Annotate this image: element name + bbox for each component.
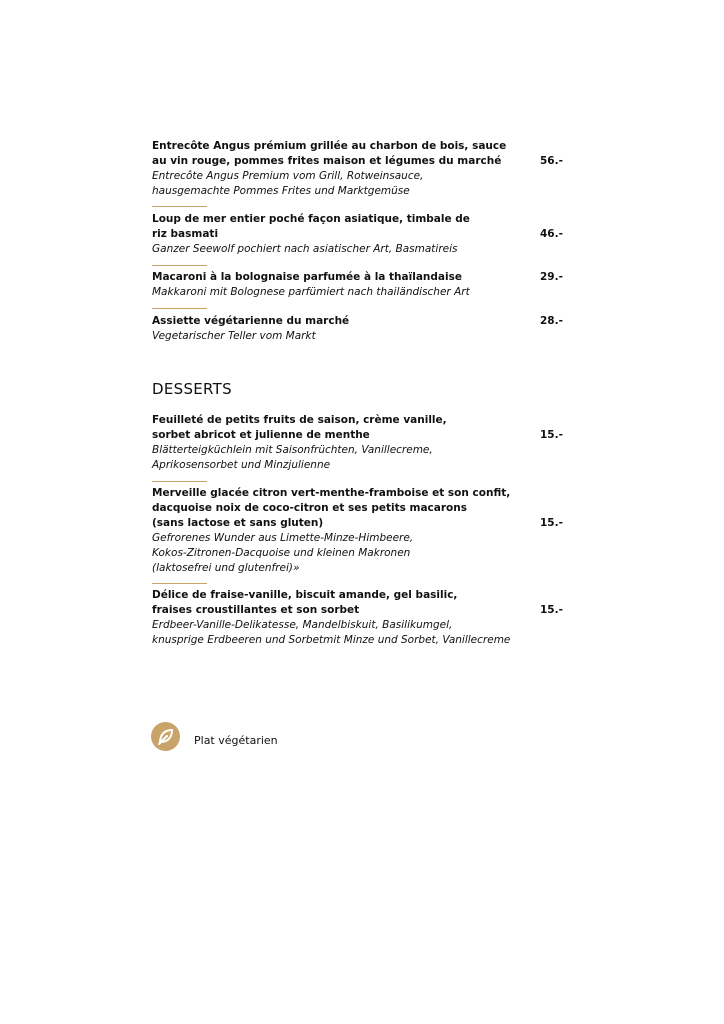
dish-price: 15.-	[540, 517, 563, 529]
divider	[152, 206, 207, 207]
dish-price: 28.-	[540, 315, 563, 327]
menu-item-macaroni	[152, 270, 572, 300]
dish-name-fr: Feuilleté de petits fruits de saison, crème vanille, sorbet abricot et julienne de menthe	[152, 414, 447, 441]
dish-name-de: Vegetarischer Teller vom Markt	[152, 330, 316, 342]
dish-name-fr: Loup de mer entier poché façon asiatique, timbale de riz basmati	[152, 213, 470, 240]
menu-item-merveille-glacee	[152, 486, 572, 576]
divider	[152, 265, 207, 266]
menu-item-delice-fraise-vanille	[152, 588, 572, 648]
dish-name-de: Gefrorenes Wunder aus Limette-Minze-Himbeere, Kokos-Zitronen-Dacquoise und kleinen Makronen (laktosefrei und glutenfrei)»	[152, 532, 414, 574]
dish-name-fr: Merveille glacée citron vert-menthe-framboise et son confit, dacquoise noix de coco-citron et ses petits macarons (sans lactose et sans gluten)	[152, 487, 511, 529]
dish-price: 29.-	[540, 271, 563, 283]
dish-price: 46.-	[540, 228, 563, 240]
dish-name-fr: Assiette végétarienne du marché	[152, 315, 350, 327]
divider	[152, 583, 207, 584]
leaf-icon	[151, 722, 180, 751]
dish-name-de: Ganzer Seewolf pochiert nach asiatischer Art, Basmatireis	[152, 243, 458, 255]
dish-name-de: Erdbeer-Vanille-Delikatesse, Mandelbiskuit, Basilikumgel, knusprige Erdbeeren und Sorbetmit Minze und Sorbet, Vanillecreme	[152, 619, 511, 646]
dish-name-fr: Entrecôte Angus prémium grillée au charbon de bois, sauce au vin rouge, pommes frites maison et légumes du marché	[152, 140, 507, 167]
menu-item-loup-de-mer	[152, 212, 572, 257]
divider	[152, 481, 207, 482]
dish-price: 56.-	[540, 155, 563, 167]
dish-price: 15.-	[540, 429, 563, 441]
menu-item-entrecote	[152, 139, 572, 199]
divider	[152, 308, 207, 309]
dish-name-de: Blätterteigküchlein mit Saisonfrüchten, Vanillecreme, Aprikosensorbet und Minzjulienne	[152, 444, 433, 471]
dish-price: 15.-	[540, 604, 563, 616]
dish-name-de: Entrecôte Angus Premium vom Grill, Rotweinsauce, hausgemachte Pommes Frites und Marktgemüse	[152, 170, 424, 197]
menu-item-feuillete	[152, 413, 572, 473]
menu-item-assiette-vegetarienne	[152, 314, 572, 344]
dish-name-fr: Macaroni à la bolognaise parfumée à la thaïlandaise	[152, 271, 462, 283]
section-title-desserts: DESSERTS	[152, 380, 232, 398]
dish-name-fr: Délice de fraise-vanille, biscuit amande, gel basilic, fraises croustillantes et son sorbet	[152, 589, 458, 616]
legend-label: Plat végétarien	[194, 734, 278, 747]
dish-name-de: Makkaroni mit Bolognese parfümiert nach thailändischer Art	[152, 286, 470, 298]
